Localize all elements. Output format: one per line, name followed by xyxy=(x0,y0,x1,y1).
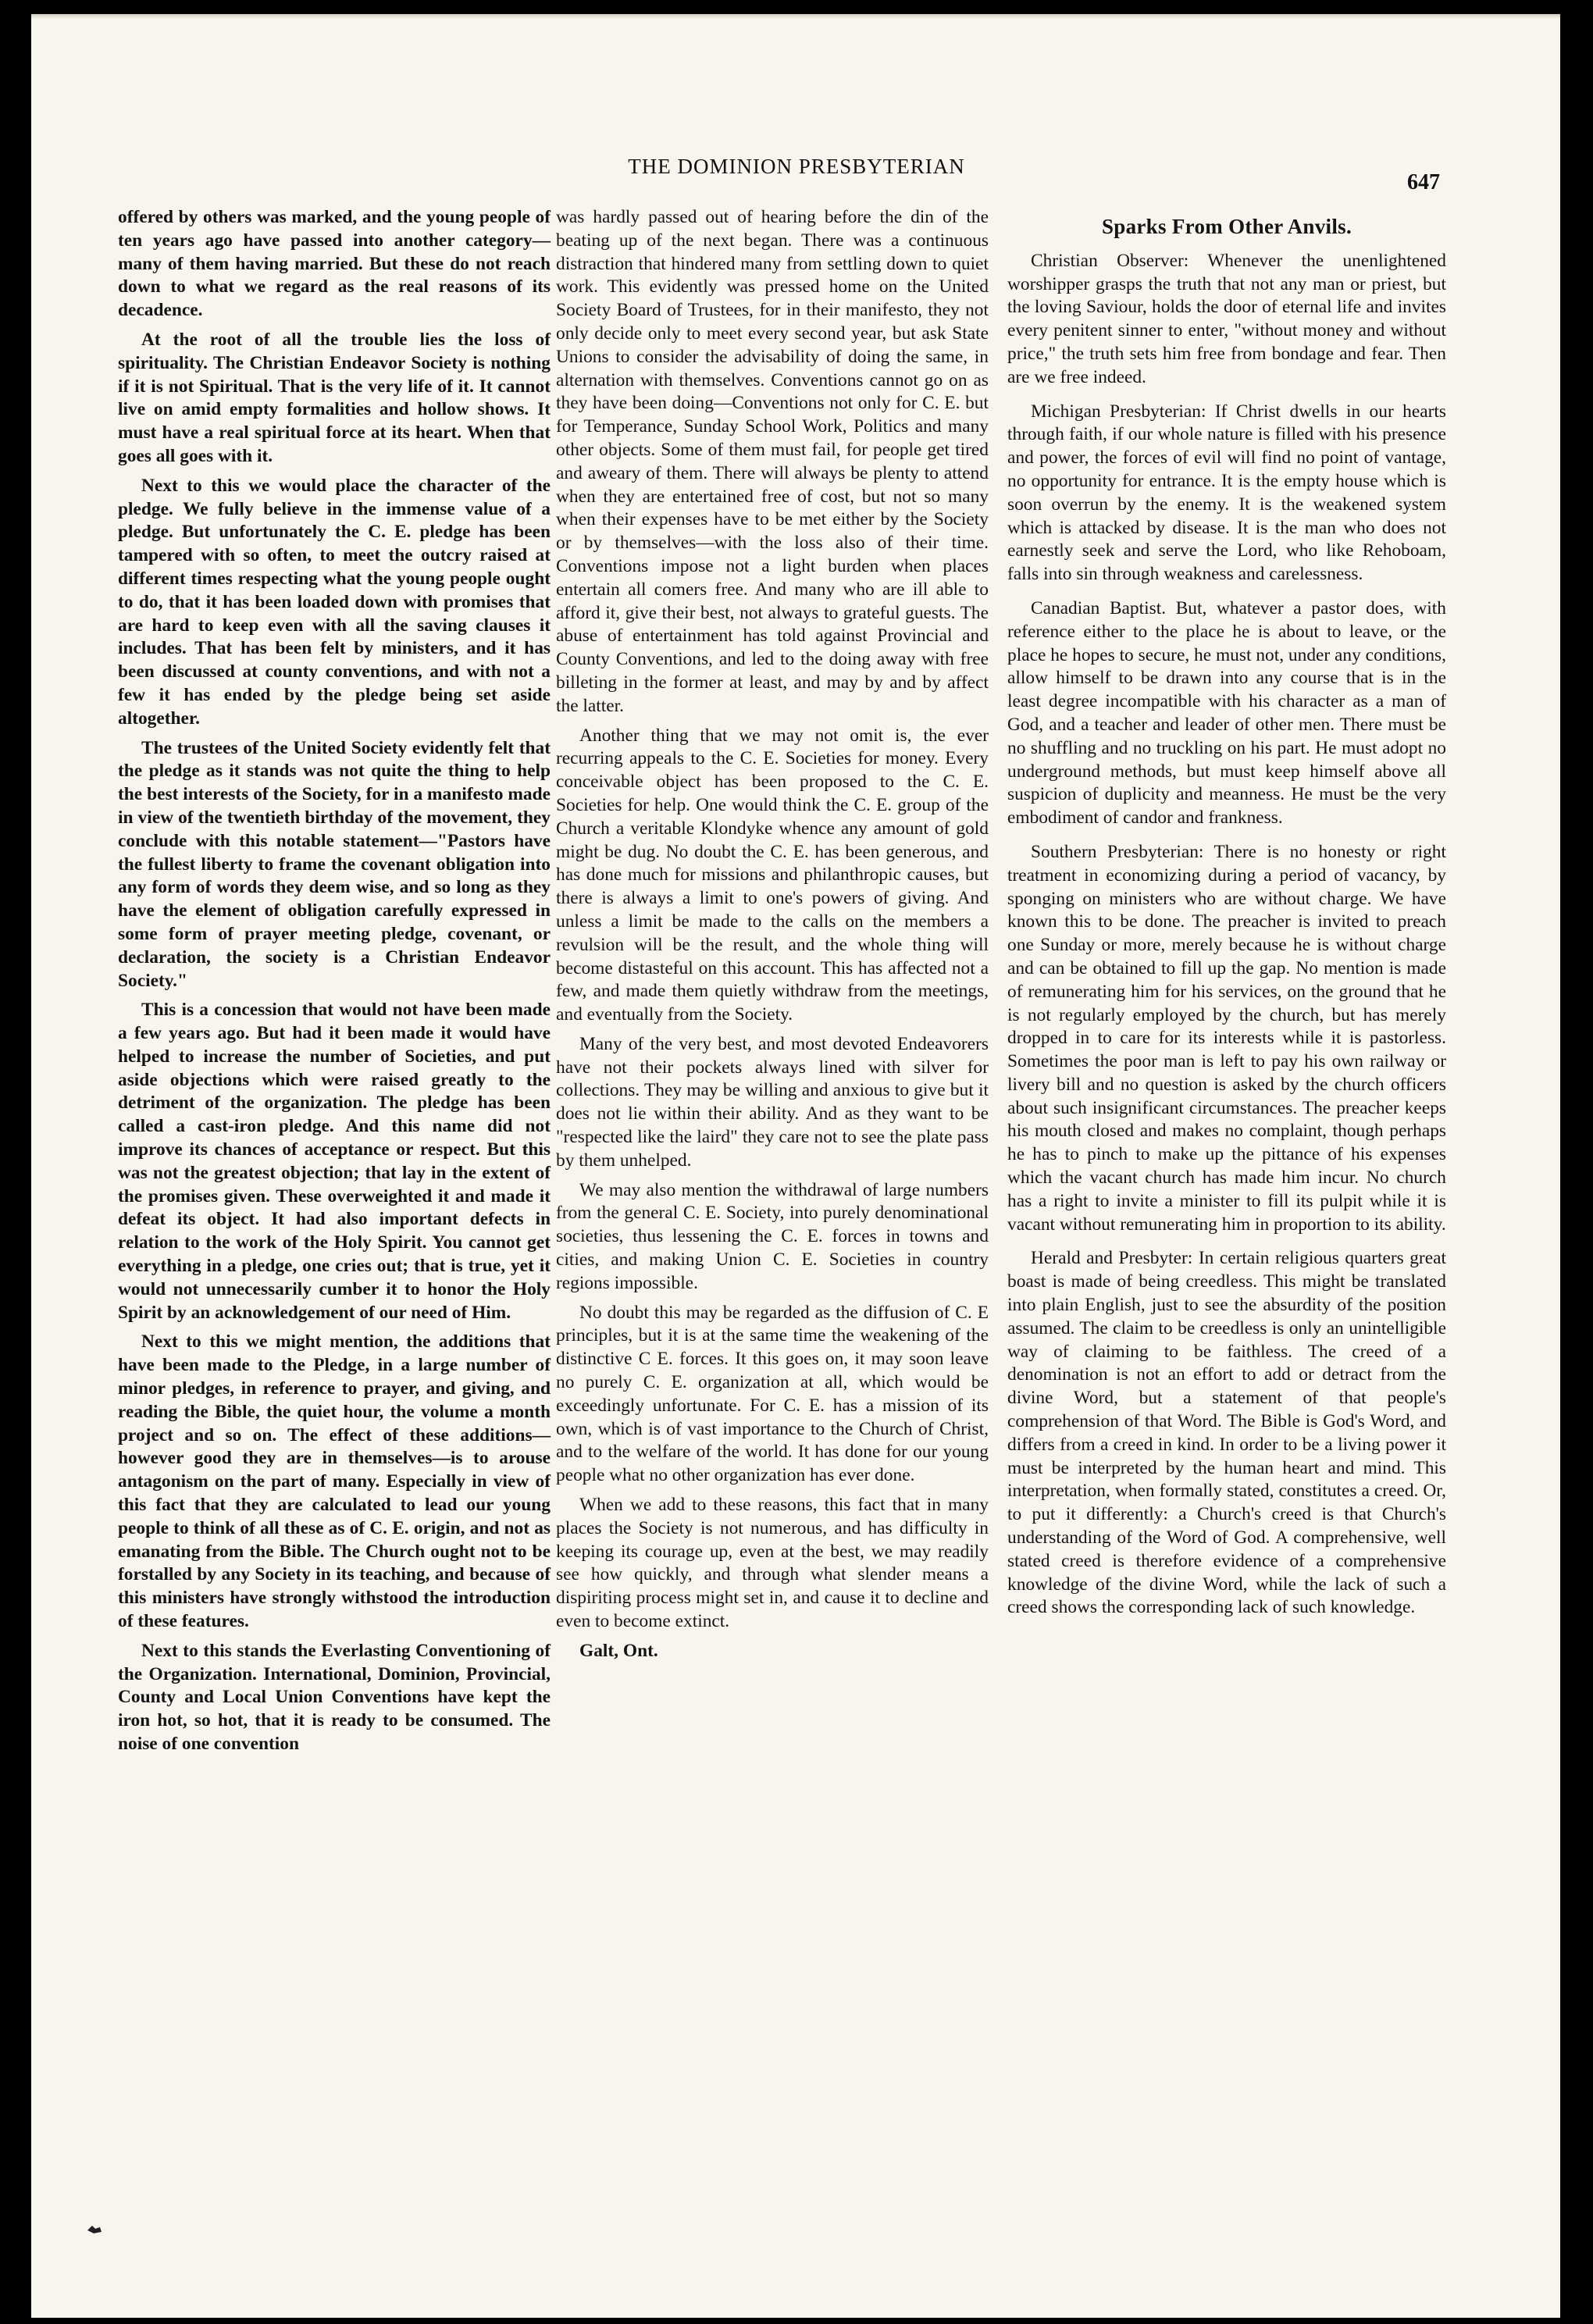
article-signature: Galt, Ont. xyxy=(579,1640,658,1661)
excerpt-paragraph: Canadian Baptist. But, whatever a pastor does, with reference either to the place he is about to leave, or the place he hopes to secure, he must not, under any conditions, allow himself to be drawn into any course that is in the least degree incompatible with his character as a man of God, and a teacher and leader of other men. There must be no shuffling and no truckling on his part. He must adopt no underground methods, but must keep himself above all suspicion of duplicity and meanness. He must be the very embodiment of candor and frankness. xyxy=(1007,597,1446,829)
column-3 xyxy=(1007,206,1446,1631)
paragraph: offered by others was marked, and the young people of ten years ago have passed into another category—many of them having married. But these do not reach down to what we regard as the real reasons of its decadence. xyxy=(118,207,551,321)
paragraph: No doubt this may be regarded as the diffusion of C. E principles, but it is at the same time the weakening of the distinctive C E. forces. It this goes on, it may soon leave no purely C. E. organization at all, which would be exceedingly unfortunate. For C. E. has a mission of its own, which is of vast importance to the Church of Christ, and to the welfare of the world. It has done for our young people what no other organization has ever done. xyxy=(556,1302,989,1486)
page-number: 647 xyxy=(1407,170,1440,194)
paragraph: Another thing that we may not omit is, the ever recurring appeals to the C. E. Societies for money. Every conceivable object has been proposed to the C. E. Societies for help. One would think the C. E. group of the Church a veritable Klondyke whence any amount of gold might be dug. No doubt the C. E. has been generous, and has done much for missions and philanthropic causes, but there is always a limit to one's powers of giving. And unless a limit be made to the calls on the members a revulsion will be the result, and the whole thing will become distasteful on this account. This has affected not a few, and made them quietly withdraw from the meetings, and eventually from the Society. xyxy=(556,725,989,1025)
paragraph: Next to this we might mention, the additions that have been made to the Pledge, in a large number of minor pledges, in reference to prayer, and giving, and reading the Bible, the quiet hour, the volume a month project and so on. The effect of these additions—however good they are in themselves—is to arouse antagonism on the part of many. Especially in view of this fact that they are calculated to lead our young people to think of all these as of C. E. origin, and not as emanating from the Bible. The Church ought not to be forstalled by any Society in its teaching, and because of this ministers have strongly withstood the introduction of these features. xyxy=(118,1331,551,1632)
newspaper-page xyxy=(31,14,1560,2318)
paragraph: The trustees of the United Society evidently felt that the pledge as it stands was not quite the thing to help the best interests of the Society, for in a manifesto made in view of the twentieth birthday of the movement, they conclude with this notable statement—"Pastors have the fullest liberty to frame the covenant obligation into any form of words they deem wise, and so long as they have the element of obligation carefully expressed in some form of prayer meeting pledge, covenant, or declaration, the society is a Christian Endeavor Society." xyxy=(118,737,551,991)
paragraph: We may also mention the withdrawal of large numbers from the general C. E. Society, into purely denominational societies, thus lessening the C. E. forces in towns and cities, and making Union C. E. Societies in country regions impossible. xyxy=(556,1179,989,1293)
column-2 xyxy=(556,206,989,1663)
ink-speck-mark xyxy=(86,2224,103,2235)
paragraph: was hardly passed out of hearing before the din of the beating up of the next began. There was a continuous distraction that hindered many from settling down to quiet work. This evidently was pressed home on the United Society Board of Trustees, for in their manifesto, they not only decide only to meet every second year, but ask State Unions to consider the advisability of doing the same, in alternation with themselves. Conventions cannot go on as they have been doing—Conventions not only for C. E. but for Temperance, Sunday School Work, Politics and many other objects. Some of them must fail, for people get tired and aweary of them. There will always be plenty to attend when they are entertained free of cost, but not so many when their expenses have to be met either by the Society or by themselves—with the loss also of their time. Conventions impose not a light burden when places entertain all comers free. And many who are ill able to afford it, give their best, not always to grateful guests. The abuse of entertainment has told against Provincial and County Conventions, and led to the doing away with free billeting in the former at least, and may by and by affect the latter. xyxy=(556,207,989,716)
paragraph: Many of the very best, and most devoted Endeavorers have not their pockets always lined with silver for collections. They may be willing and anxious to give but it does not lie within their ability. And as they want to be "respected like the laird" they care not to see the plate pass by them unhelped. xyxy=(556,1033,989,1171)
paragraph: This is a concession that would not have been made a few years ago. But had it been made it would have helped to increase the number of Societies, and put aside objections which were raised greatly to the detriment of the organization. The pledge has been called a cast-iron pledge. And this name did not improve its chances of acceptance or respect. But this was not the greatest objection; that lay in the extent of the promises given. These overweighted it and made it defeat its object. It had also important defects in relation to the work of the Holy Spirit. You cannot get everything in a pledge, one cries out; that is true, yet it would not unnecessarily cumber it to honor the Holy Spirit by an acknowledgement of our need of Him. xyxy=(118,1000,551,1323)
scan-edge xyxy=(31,14,1560,19)
paragraph: At the root of all the trouble lies the loss of spirituality. The Christian Endeavor Society is nothing if it is not Spiritual. That is the very life of it. It cannot live on amid empty formalities and hollow shows. It must have a real spiritual force at its heart. When that goes all goes with it. xyxy=(118,329,551,466)
excerpt-paragraph: Southern Presbyterian: There is no honesty or right treatment in economizing during a period of vacancy, by sponging on ministers who are without charge. We have known this to be done. The preacher is invited to preach one Sunday or more, merely because he is without charge and can be obtained to fill up the gap. No mention is made of remunerating him for his services, on the ground that he is not regularly employed by the church, but has merely dropped in to care for its interests while it is pastorless. Sometimes the poor man is left to pay his own railway or livery bill and no question is asked by the church officers about such insignificant circumstances. The preacher keeps his mouth closed and makes no complaint, though perhaps he has to pinch to make up the pittance of his expenses which the vacant church has made him incur. No church has a right to invite a minister to fill its pulpit while it is vacant without remunerating him in proportion to its ability. xyxy=(1007,841,1446,1235)
paragraph: Next to this stands the Everlasting Conventioning of the Organization. International, Dominion, Provincial, County and Local Union Conventions have kept the iron hot, so hot, that it is ready to be consumed. The noise of one convention xyxy=(118,1640,551,1754)
running-title: THE DOMINION PRESBYTERIAN xyxy=(628,155,965,178)
column-1 xyxy=(118,206,551,1763)
paragraph: When we add to these reasons, this fact that in many places the Society is not numerous, and has difficulty in keeping its courage up, even at the best, we may readily see how quickly, and through what slender means a dispiriting process might set in, and cause it to decline and even to become extinct. xyxy=(556,1495,989,1632)
excerpt-paragraph: Christian Observer: Whenever the unenlightened worshipper grasps the truth that not any man or priest, but the loving Saviour, holds the door of eternal life and invites every penitent sinner to enter, "without money and without price," the truth sets him free from bondage and fear. Then are we free indeed. xyxy=(1007,250,1446,387)
section-title: Sparks From Other Anvils. xyxy=(1101,215,1352,238)
excerpt-paragraph: Michigan Presbyterian: If Christ dwells in our hearts through faith, if our whole nature is filled with his presence and power, the forces of evil will find no point of vantage, no opportunity for entrance. It is the empty house which is soon overrun by the enemy. It is the weakened system which is attacked by disease. It is the man who does not earnestly seek and serve the Lord, who like Rehoboam, falls into sin through weakness and carelessness. xyxy=(1007,401,1446,585)
excerpt-paragraph: Herald and Presbyter: In certain religious quarters great boast is made of being creedless. This might be translated into plain English, just to see the absurdity of the position assumed. The claim to be creedless is only an unintelligible way of claiming to be faithless. The creed of a denomination is not an effort to add or detract from the divine Word, but a statement of that people's comprehension of that Word. The Bible is God's Word, and differs from a creed in kind. In order to be a living power it must be interpreted by the human heart and mind. This interpretation, when formally stated, constitutes a creed. Or, to put it differently: a Church's creed is that Church's understanding of the Word of God. A comprehensive, well stated creed is therefore evidence of a comprehensive knowledge of the divine Word, while the lack of such a creed shows the corresponding lack of such knowledge. xyxy=(1007,1248,1446,1618)
paragraph: Next to this we would place the character of the pledge. We fully believe in the immense value of a pledge. But unfortunately the C. E. pledge has been tampered with so often, to meet the outcry raised at different times respecting what the young people ought to do, that it has been loaded down with promises that are hard to keep even with all the saving clauses it includes. That has been felt by ministers, and it has been discussed at county conventions, and with not a few it has ended by the pledge being set aside altogether. xyxy=(118,475,551,729)
